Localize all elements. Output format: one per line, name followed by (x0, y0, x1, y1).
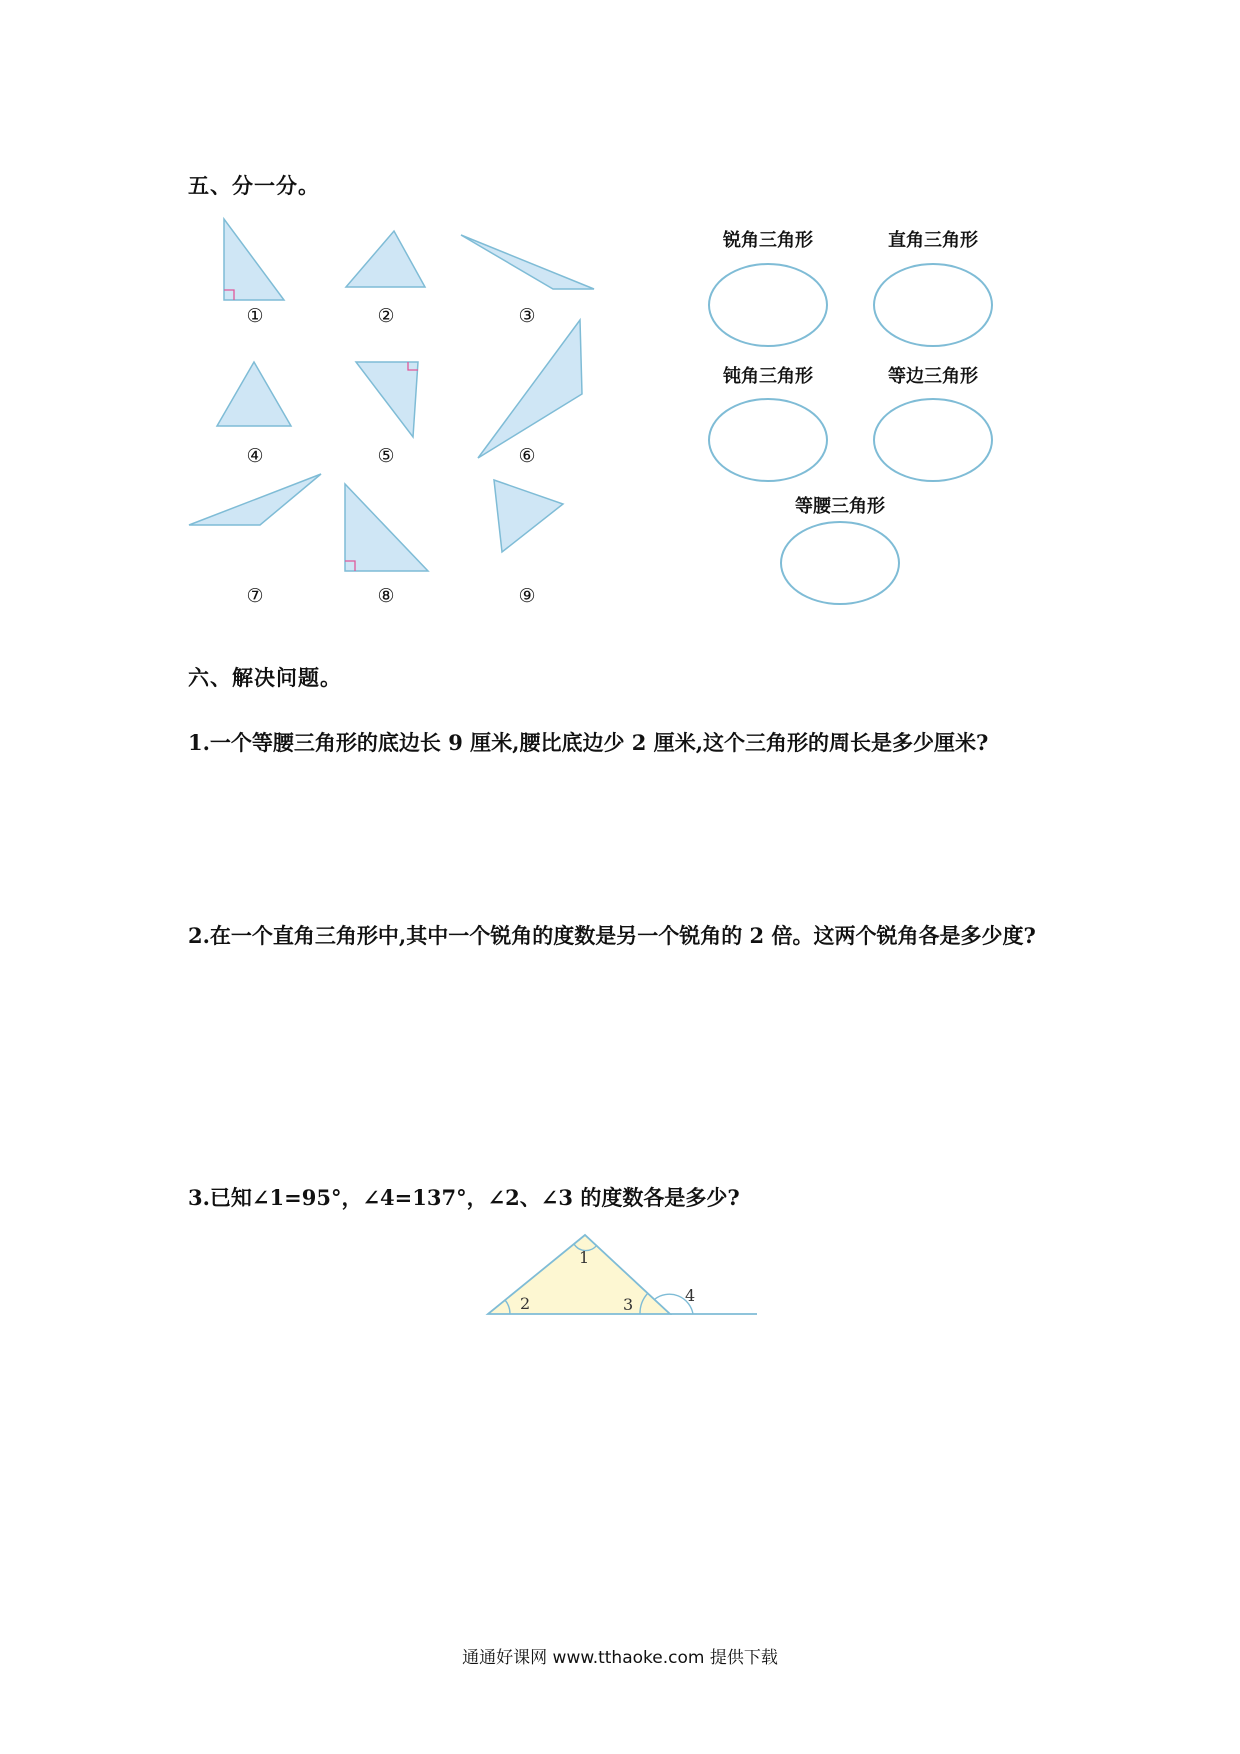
shape-number-9: ⑨ (518, 585, 536, 607)
shape-number-7: ⑦ (246, 585, 264, 607)
triangle-shapes (0, 0, 1240, 640)
section-5-heading: 五、分一分。 (188, 173, 320, 198)
triangle-shape-4 (217, 362, 291, 426)
shape-number-5: ⑤ (377, 445, 395, 467)
shape-number-8: ⑧ (377, 585, 395, 607)
angle-label-2: 2 (520, 1294, 531, 1313)
angle-label-4: 4 (685, 1286, 696, 1305)
category-oval-right[interactable] (873, 263, 993, 347)
triangle-shape-3 (461, 235, 594, 289)
shape-number-6: ⑥ (518, 445, 536, 467)
shape-number-2: ② (377, 305, 395, 327)
triangle-shape-2 (346, 231, 425, 287)
question-3: 3.已知∠1=95°，∠4=137°，∠2、∠3 的度数各是多少? (188, 1185, 740, 1210)
triangle-shape-5 (356, 362, 418, 437)
triangle-shape-7 (189, 474, 321, 525)
category-oval-equilateral[interactable] (873, 398, 993, 482)
angle-figure (480, 1225, 770, 1320)
shape-number-3: ③ (518, 305, 536, 327)
triangle-shape-6 (478, 320, 582, 458)
shape-number-1: ① (246, 305, 264, 327)
triangle-shape-1 (224, 219, 284, 300)
shape-number-4: ④ (246, 445, 264, 467)
category-label-right: 直角三角形 (888, 230, 978, 251)
angle-label-1: 1 (579, 1248, 590, 1267)
footer-text: 通通好课网 www.tthaoke.com 提供下载 (462, 1648, 778, 1668)
category-label-obtuse: 钝角三角形 (723, 366, 813, 387)
triangle-shape-8 (345, 484, 428, 571)
section-6-heading: 六、解决问题。 (188, 665, 342, 690)
category-oval-acute[interactable] (708, 263, 828, 347)
category-oval-obtuse[interactable] (708, 398, 828, 482)
angle-label-3: 3 (623, 1295, 634, 1314)
category-label-isosceles: 等腰三角形 (795, 496, 885, 517)
category-oval-isosceles[interactable] (780, 521, 900, 605)
question-1: 1.一个等腰三角形的底边长 9 厘米,腰比底边少 2 厘米,这个三角形的周长是多少厘米? (188, 730, 989, 755)
category-label-equilateral: 等边三角形 (888, 366, 978, 387)
category-label-acute: 锐角三角形 (723, 230, 813, 251)
question-2: 2.在一个直角三角形中,其中一个锐角的度数是另一个锐角的 2 倍。这两个锐角各是多少度? (188, 923, 1036, 948)
triangle-shape-9 (494, 480, 563, 552)
